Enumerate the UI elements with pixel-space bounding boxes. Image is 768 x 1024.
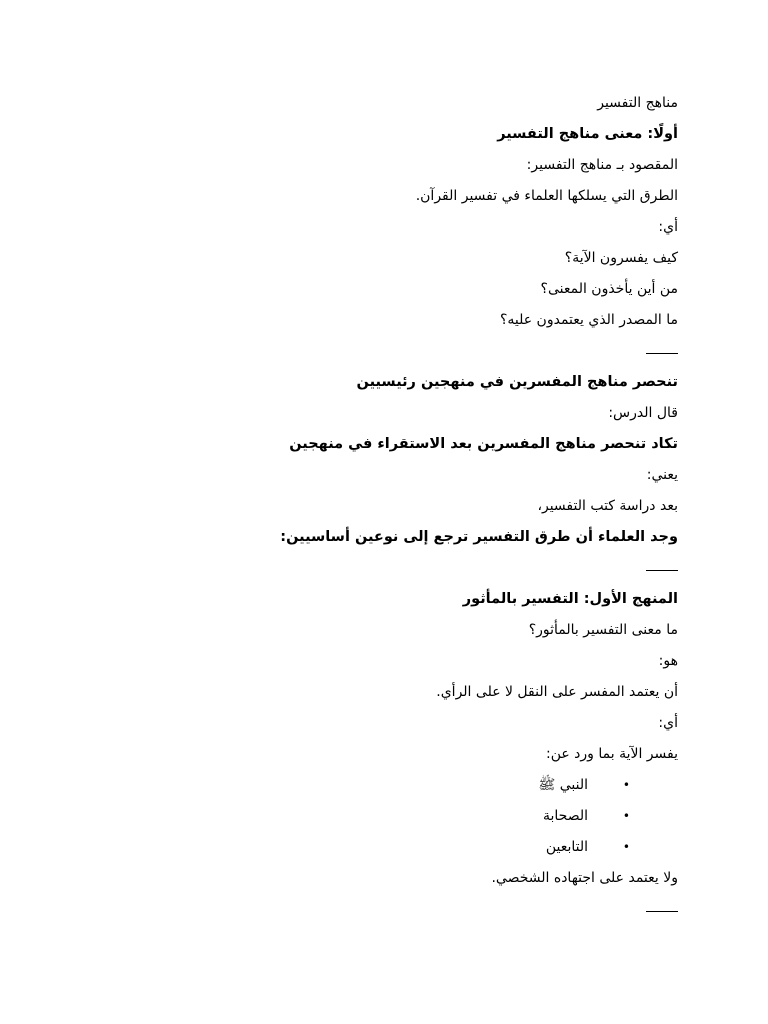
paragraph: ولا يعتمد على اجتهاده الشخصي. <box>491 870 678 886</box>
bullet-icon: • <box>622 809 630 823</box>
bullet-icon: • <box>622 840 630 854</box>
list-item-text: النبي ﷺ <box>538 777 588 793</box>
heading-two-types: وجد العلماء أن طرق التفسير ترجع إلى نوعين أساسيين: <box>280 529 678 545</box>
paragraph: يفسر الآية بما ورد عن: <box>545 746 678 762</box>
document-page <box>90 88 678 925</box>
paragraph: أي: <box>658 715 678 731</box>
paragraph: ما معنى التفسير بالمأثور؟ <box>528 622 678 638</box>
bullet-icon: • <box>622 778 630 792</box>
list-item <box>90 832 678 863</box>
paragraph: كيف يفسرون الآية؟ <box>564 250 678 266</box>
heading-first-method: المنهج الأول: التفسير بالمأثور <box>462 591 678 607</box>
paragraph: الطرق التي يسلكها العلماء في تفسير القرآن. <box>415 188 678 204</box>
list-item <box>90 801 678 832</box>
doc-title: مناهج التفسير <box>597 95 678 111</box>
paragraph: يعني: <box>646 467 678 483</box>
paragraph: بعد دراسة كتب التفسير، <box>537 498 678 514</box>
paragraph: قال الدرس: <box>608 405 678 421</box>
list-item-text: الصحابة <box>542 808 588 824</box>
heading-two-methods: تنحصر مناهج المفسرين في منهجين رئيسيين <box>356 374 678 390</box>
divider <box>90 894 678 925</box>
divider <box>90 553 678 584</box>
heading-meaning: أولًا: معنى مناهج التفسير <box>497 126 678 142</box>
paragraph: أن يعتمد المفسر على النقل لا على الرأي. <box>436 684 678 700</box>
list-item <box>90 770 678 801</box>
paragraph: من أين يأخذون المعنى؟ <box>540 281 678 297</box>
divider <box>90 336 678 367</box>
paragraph: المقصود بـ مناهج التفسير: <box>526 157 678 173</box>
paragraph: ما المصدر الذي يعتمدون عليه؟ <box>499 312 678 328</box>
heading-quote: تكاد تنحصر مناهج المفسرين بعد الاستقراء في منهجين <box>289 436 678 452</box>
paragraph: أي: <box>658 219 678 235</box>
paragraph: هو: <box>658 653 678 669</box>
list-item-text: التابعين <box>545 839 588 855</box>
